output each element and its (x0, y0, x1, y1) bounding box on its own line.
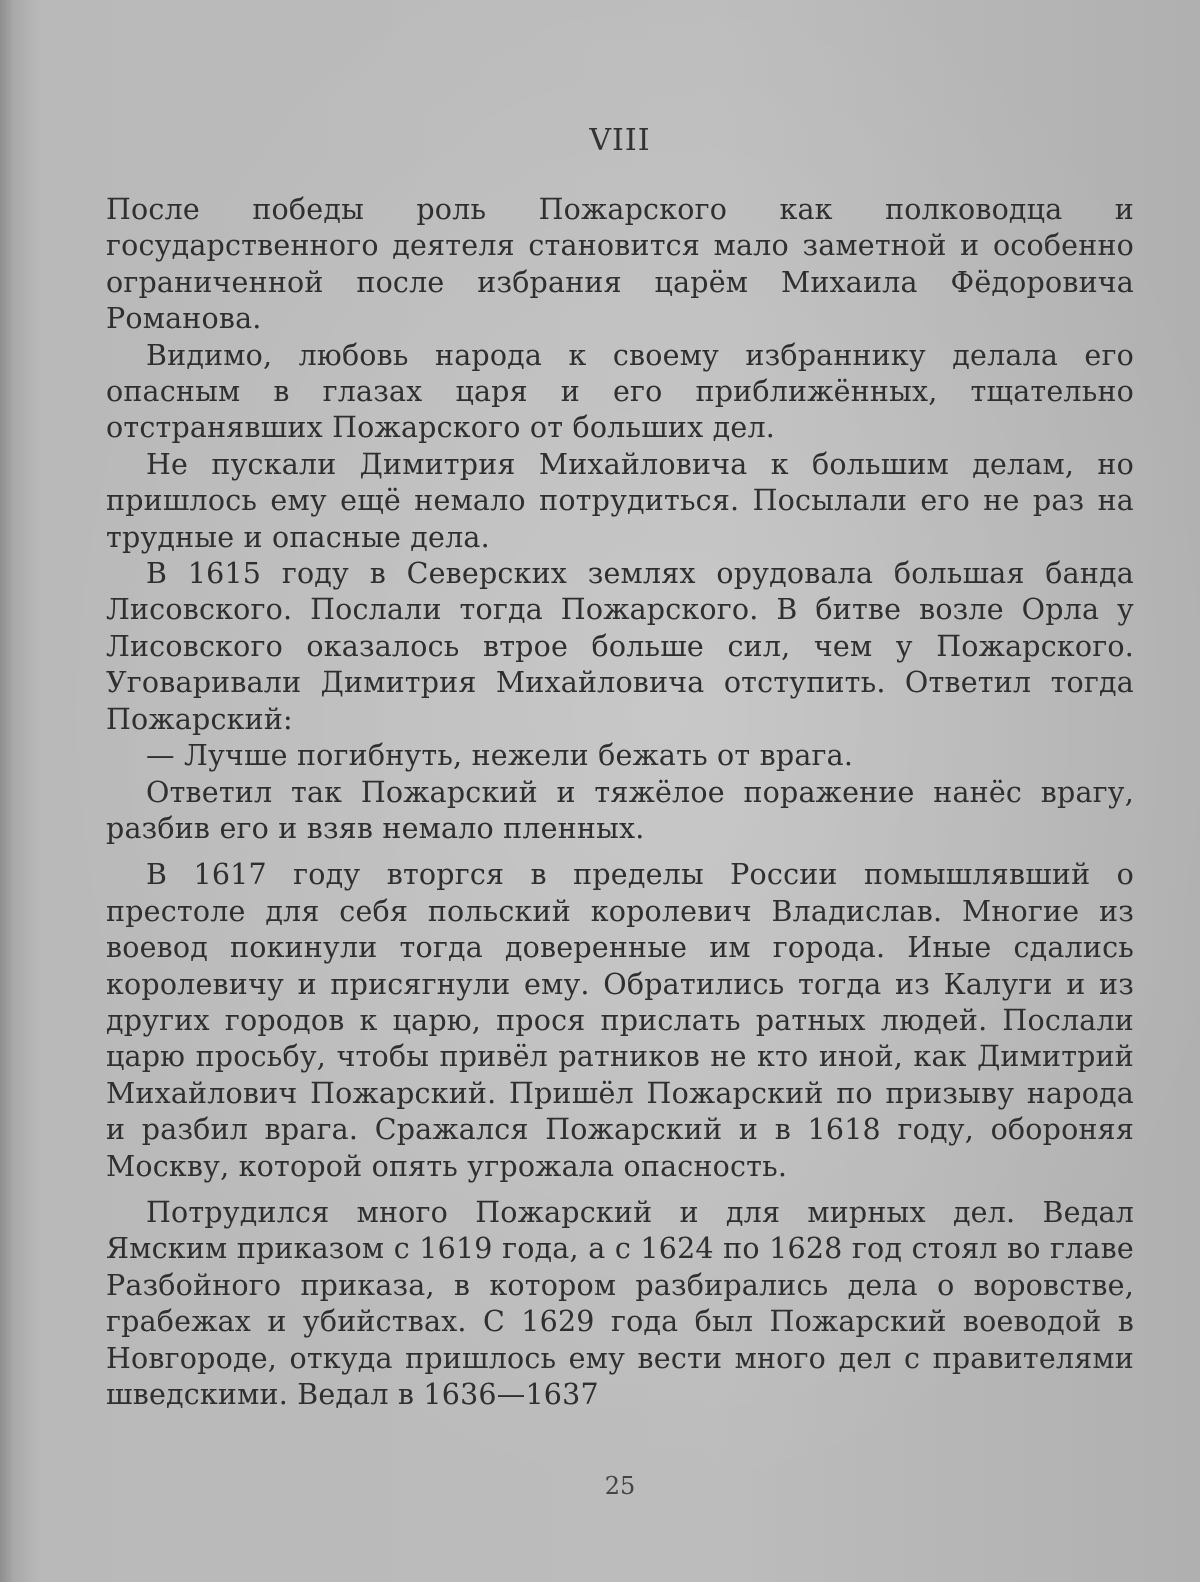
page-number: 25 (604, 1472, 636, 1500)
paragraph: После победы роль Пожарского как полководца и государственного деятеля становится мало заметной и особенно ограниченной после избрания царём Михаила Фёдоровича Романова. (106, 193, 1134, 336)
paragraph: В 1615 году в Северских землях орудовала большая банда Лисовского. Послали тогда Пожарского. В битве возле Орла у Лисовского оказалось втрое больше сил, чем у Пожарского. Уговаривали Димитрия Михайловича отступить. Ответил тогда Пожарский: (106, 557, 1134, 736)
quote-line: — Лучше погибнуть, нежели бежать от врага. (146, 739, 854, 773)
chapter-heading: VIII (589, 123, 651, 158)
paragraph: Потрудился много Пожарский и для мирных дел. Ведал Ямским приказом с 1619 года, а с 1624 по 1628 год стоял во главе Разбойного приказа, в котором разбирались дела о воровстве, грабежах и убийствах. С 1629 года был Пожарский воеводой в Новгороде, откуда пришлось ему вести много дел с правителями шведскими. Ведал в 1636—1637 (106, 1195, 1134, 1411)
paragraph: Ответил так Пожарский и тяжёлое поражение нанёс врагу, разбив его и взяв немало пленных. (106, 775, 1134, 845)
paragraph: В 1617 году вторгся в пределы России помышлявший о престоле для себя польский королевич Владислав. Многие из воевод покинули тогда доверенные им города. Иные сдались королевичу и присягнули ему. Обратились тогда из Калуги и из других городов к царю, прося прислать ратных людей. Послали царю просьбу, чтобы привёл ратников не кто иной, как Димитрий Михайлович Пожарский. Пришёл Пожарский по призыву народа и разбил врага. Сражался Пожарский и в 1618 году, обороняя Москву, которой опять угрожала опасность. (106, 858, 1134, 1183)
body-text (106, 192, 1134, 1413)
paragraph: Не пускали Димитрия Михайловича к большим делам, но пришлось ему ещё немало потрудиться. Посылали его не раз на трудные и опасные дела. (106, 447, 1134, 554)
paragraph: Видимо, любовь народа к своему избраннику делала его опасным в глазах царя и его приближённых, тщательно отстранявших Пожарского от больших дел. (106, 338, 1134, 445)
